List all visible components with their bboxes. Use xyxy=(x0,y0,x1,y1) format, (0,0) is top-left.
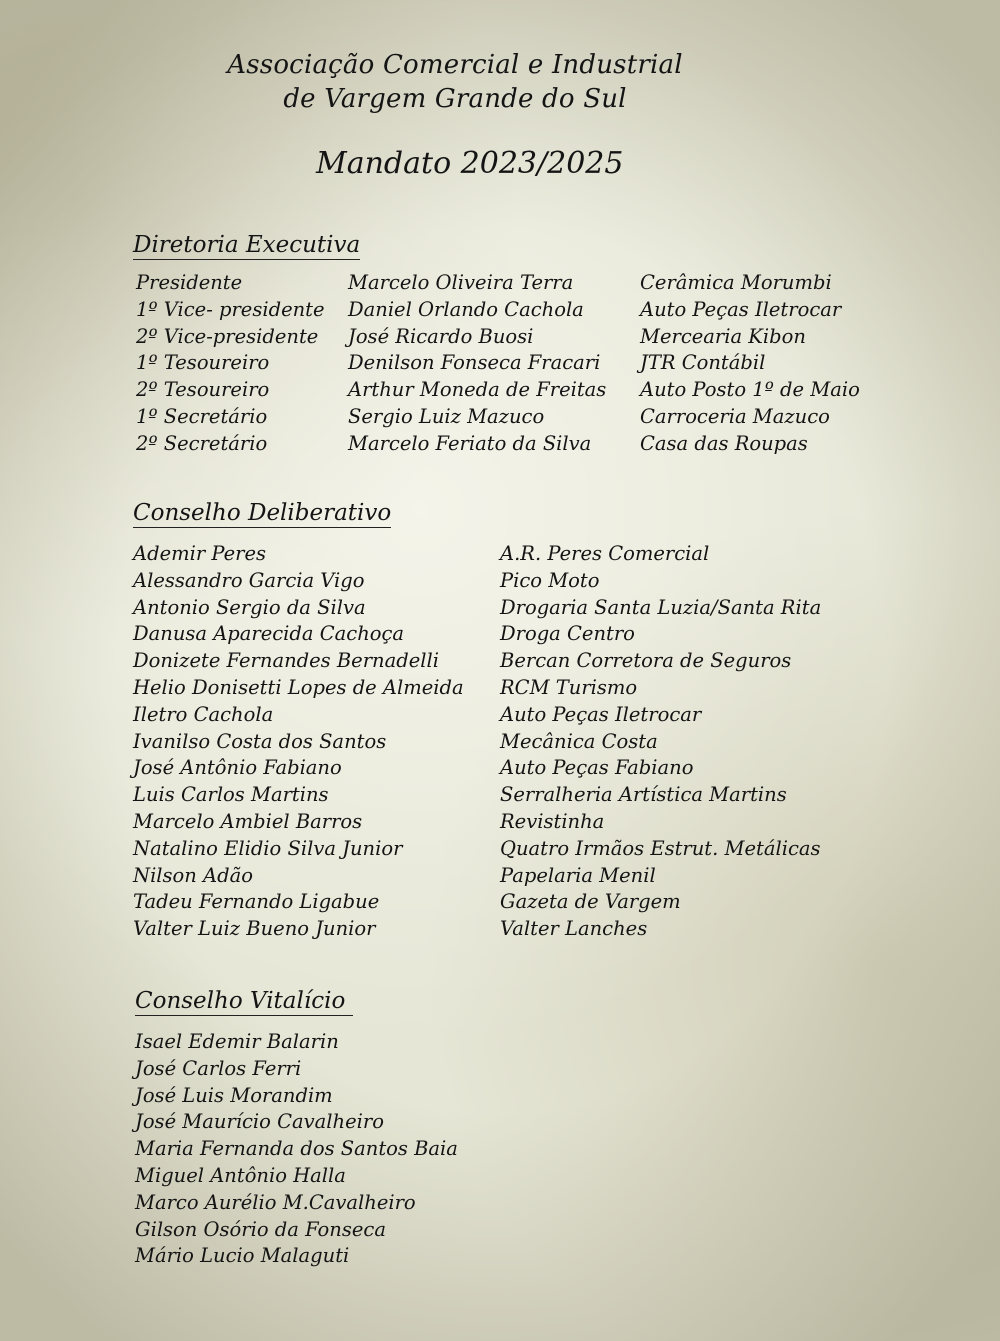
list-item xyxy=(0,569,1000,596)
member-name: Maria Fernanda dos Santos Baia xyxy=(135,1137,458,1161)
member-name: Gilson Osório da Fonseca xyxy=(135,1217,386,1241)
company-name: Carroceria Mazuco xyxy=(640,404,830,428)
member-name: Daniel Orlando Cachola xyxy=(348,297,584,321)
lifetime-council-list xyxy=(0,1030,1000,1271)
mandate-period: Mandato 2023/2025 xyxy=(316,146,624,181)
list-item xyxy=(0,432,1000,459)
list-item xyxy=(0,596,1000,623)
list-item xyxy=(0,622,1000,649)
member-name: Tadeu Fernando Ligabue xyxy=(133,890,380,914)
company-name: Mercearia Kibon xyxy=(640,324,806,348)
executive-board-heading: Diretoria Executiva xyxy=(133,232,361,258)
company-name: Auto Peças Iletrocar xyxy=(640,297,842,321)
member-name: Marcelo Feriato da Silva xyxy=(348,431,592,455)
company-name: Revistinha xyxy=(500,809,605,833)
member-name: Mário Lucio Malaguti xyxy=(135,1244,350,1268)
company-name: JTR Contábil xyxy=(640,351,766,375)
list-item xyxy=(0,1057,1000,1084)
list-item xyxy=(0,730,1000,757)
list-item xyxy=(0,864,1000,891)
member-name: Donizete Fernandes Bernadelli xyxy=(133,649,439,673)
member-name: Ivanilso Costa dos Santos xyxy=(133,729,387,753)
list-item xyxy=(0,1084,1000,1111)
list-item xyxy=(0,325,1000,352)
company-name: Cerâmica Morumbi xyxy=(640,271,832,294)
executive-board-list xyxy=(0,271,1000,459)
deliberative-council-list xyxy=(0,542,1000,944)
list-item xyxy=(0,1164,1000,1191)
lifetime-council-heading: Conselho Vitalício xyxy=(135,988,353,1016)
list-item xyxy=(0,703,1000,730)
role-label: 1º Tesoureiro xyxy=(136,351,270,375)
list-item xyxy=(0,676,1000,703)
member-name: José Ricardo Buosi xyxy=(348,324,534,348)
member-name: Alessandro Garcia Vigo xyxy=(133,568,365,592)
list-item xyxy=(0,649,1000,676)
company-name: Gazeta de Vargem xyxy=(500,890,681,914)
list-item xyxy=(0,1030,1000,1057)
list-item xyxy=(0,1244,1000,1271)
member-name: Danusa Aparecida Cachoça xyxy=(133,622,405,646)
member-name: José Maurício Cavalheiro xyxy=(135,1110,384,1134)
member-name: Arthur Moneda de Freitas xyxy=(348,378,607,402)
company-name: RCM Turismo xyxy=(500,675,638,699)
member-name: Luis Carlos Martins xyxy=(133,783,329,807)
company-name: Valter Lanches xyxy=(500,917,648,941)
company-name: Auto Posto 1º de Maio xyxy=(640,378,860,402)
list-item xyxy=(0,351,1000,378)
member-name: Iletro Cachola xyxy=(133,702,274,726)
member-name: José Carlos Ferri xyxy=(135,1056,302,1080)
list-item xyxy=(0,378,1000,405)
member-name: Marcelo Ambiel Barros xyxy=(133,809,363,833)
list-item xyxy=(0,810,1000,837)
company-name: Casa das Roupas xyxy=(640,431,808,455)
member-name: Marco Aurélio M.Cavalheiro xyxy=(135,1190,416,1214)
member-name: Denilson Fonseca Fracari xyxy=(348,351,601,375)
deliberative-council-heading: Conselho Deliberativo xyxy=(133,500,392,526)
list-item xyxy=(0,271,1000,298)
list-item xyxy=(0,298,1000,325)
role-label: 1º Secretário xyxy=(136,404,268,428)
member-name: Ademir Peres xyxy=(133,542,267,565)
company-name: Bercan Corretora de Seguros xyxy=(500,649,792,673)
member-name: Antonio Sergio da Silva xyxy=(133,595,366,619)
list-item xyxy=(0,542,1000,569)
company-name: A.R. Peres Comercial xyxy=(500,542,710,565)
list-item xyxy=(0,1110,1000,1137)
member-name: José Antônio Fabiano xyxy=(133,756,342,780)
list-item xyxy=(0,405,1000,432)
company-name: Droga Centro xyxy=(500,622,635,646)
list-item xyxy=(0,1218,1000,1245)
list-item xyxy=(0,837,1000,864)
company-name: Auto Peças Fabiano xyxy=(500,756,694,780)
list-item xyxy=(0,1191,1000,1218)
role-label: 1º Vice- presidente xyxy=(136,297,325,321)
company-name: Drogaria Santa Luzia/Santa Rita xyxy=(500,595,822,619)
member-name: José Luis Morandim xyxy=(135,1083,333,1107)
list-item xyxy=(0,783,1000,810)
member-name: Natalino Elidio Silva Junior xyxy=(133,836,403,860)
member-name: Isael Edemir Balarin xyxy=(135,1030,339,1053)
title-line-2: de Vargem Grande do Sul xyxy=(283,84,627,114)
title-line-1: Associação Comercial e Industrial xyxy=(227,50,683,80)
role-label: 2º Vice-presidente xyxy=(136,324,319,348)
member-name: Nilson Adão xyxy=(133,863,253,887)
member-name: Miguel Antônio Halla xyxy=(135,1163,346,1187)
company-name: Quatro Irmãos Estrut. Metálicas xyxy=(500,836,821,860)
organization-title xyxy=(0,48,910,116)
company-name: Serralheria Artística Martins xyxy=(500,783,787,807)
member-name: Sergio Luiz Mazuco xyxy=(348,404,545,428)
member-name: Helio Donisetti Lopes de Almeida xyxy=(133,675,464,699)
company-name: Pico Moto xyxy=(500,568,600,592)
role-label: 2º Secretário xyxy=(136,431,268,455)
company-name: Auto Peças Iletrocar xyxy=(500,702,702,726)
list-item xyxy=(0,917,1000,944)
company-name: Papelaria Menil xyxy=(500,863,656,887)
list-item xyxy=(0,756,1000,783)
member-name: Marcelo Oliveira Terra xyxy=(348,271,574,294)
role-label: 2º Tesoureiro xyxy=(136,378,270,402)
list-item xyxy=(0,1137,1000,1164)
list-item xyxy=(0,890,1000,917)
company-name: Mecânica Costa xyxy=(500,729,658,753)
member-name: Valter Luiz Bueno Junior xyxy=(133,917,376,941)
role-label: Presidente xyxy=(136,271,243,294)
